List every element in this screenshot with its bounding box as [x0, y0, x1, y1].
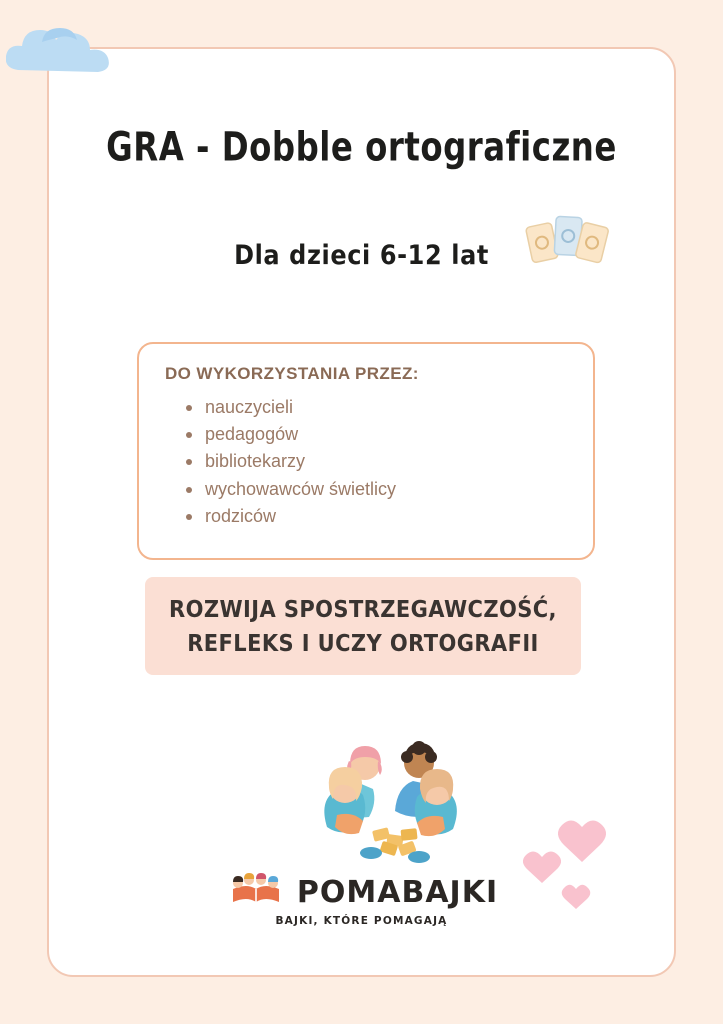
audience-box — [137, 342, 595, 560]
logo-tagline: BAJKI, KTÓRE POMAGAJĄ — [275, 915, 448, 927]
page-subtitle: Dla dzieci 6-12 lat — [234, 239, 489, 271]
children-playing-illustration — [267, 717, 517, 877]
logo-name: POMABAJKI — [296, 875, 499, 910]
page-title: GRA - Dobble ortograficzne — [106, 124, 617, 171]
list-item: wychowawców świetlicy — [183, 476, 567, 503]
audience-heading: DO WYKORZYSTANIA PRZEZ: — [165, 364, 419, 383]
banner-line-1: ROZWIJA SPOSTRZEGAWCZOŚĆ, — [169, 595, 557, 623]
list-item: bibliotekarzy — [183, 448, 567, 475]
playing-cards-icon — [523, 209, 615, 271]
list-item: nauczycieli — [183, 394, 567, 421]
audience-list — [183, 394, 567, 530]
banner-line-2: REFLEKS I UCZY ORTOGRAFII — [187, 629, 539, 657]
list-item: pedagogów — [183, 421, 567, 448]
hearts-icon — [516, 797, 636, 917]
benefits-banner — [145, 577, 581, 675]
logo-mark-icon — [225, 873, 287, 912]
poster-page — [47, 47, 676, 977]
cloud-icon — [6, 12, 166, 90]
list-item: rodziców — [183, 503, 567, 530]
